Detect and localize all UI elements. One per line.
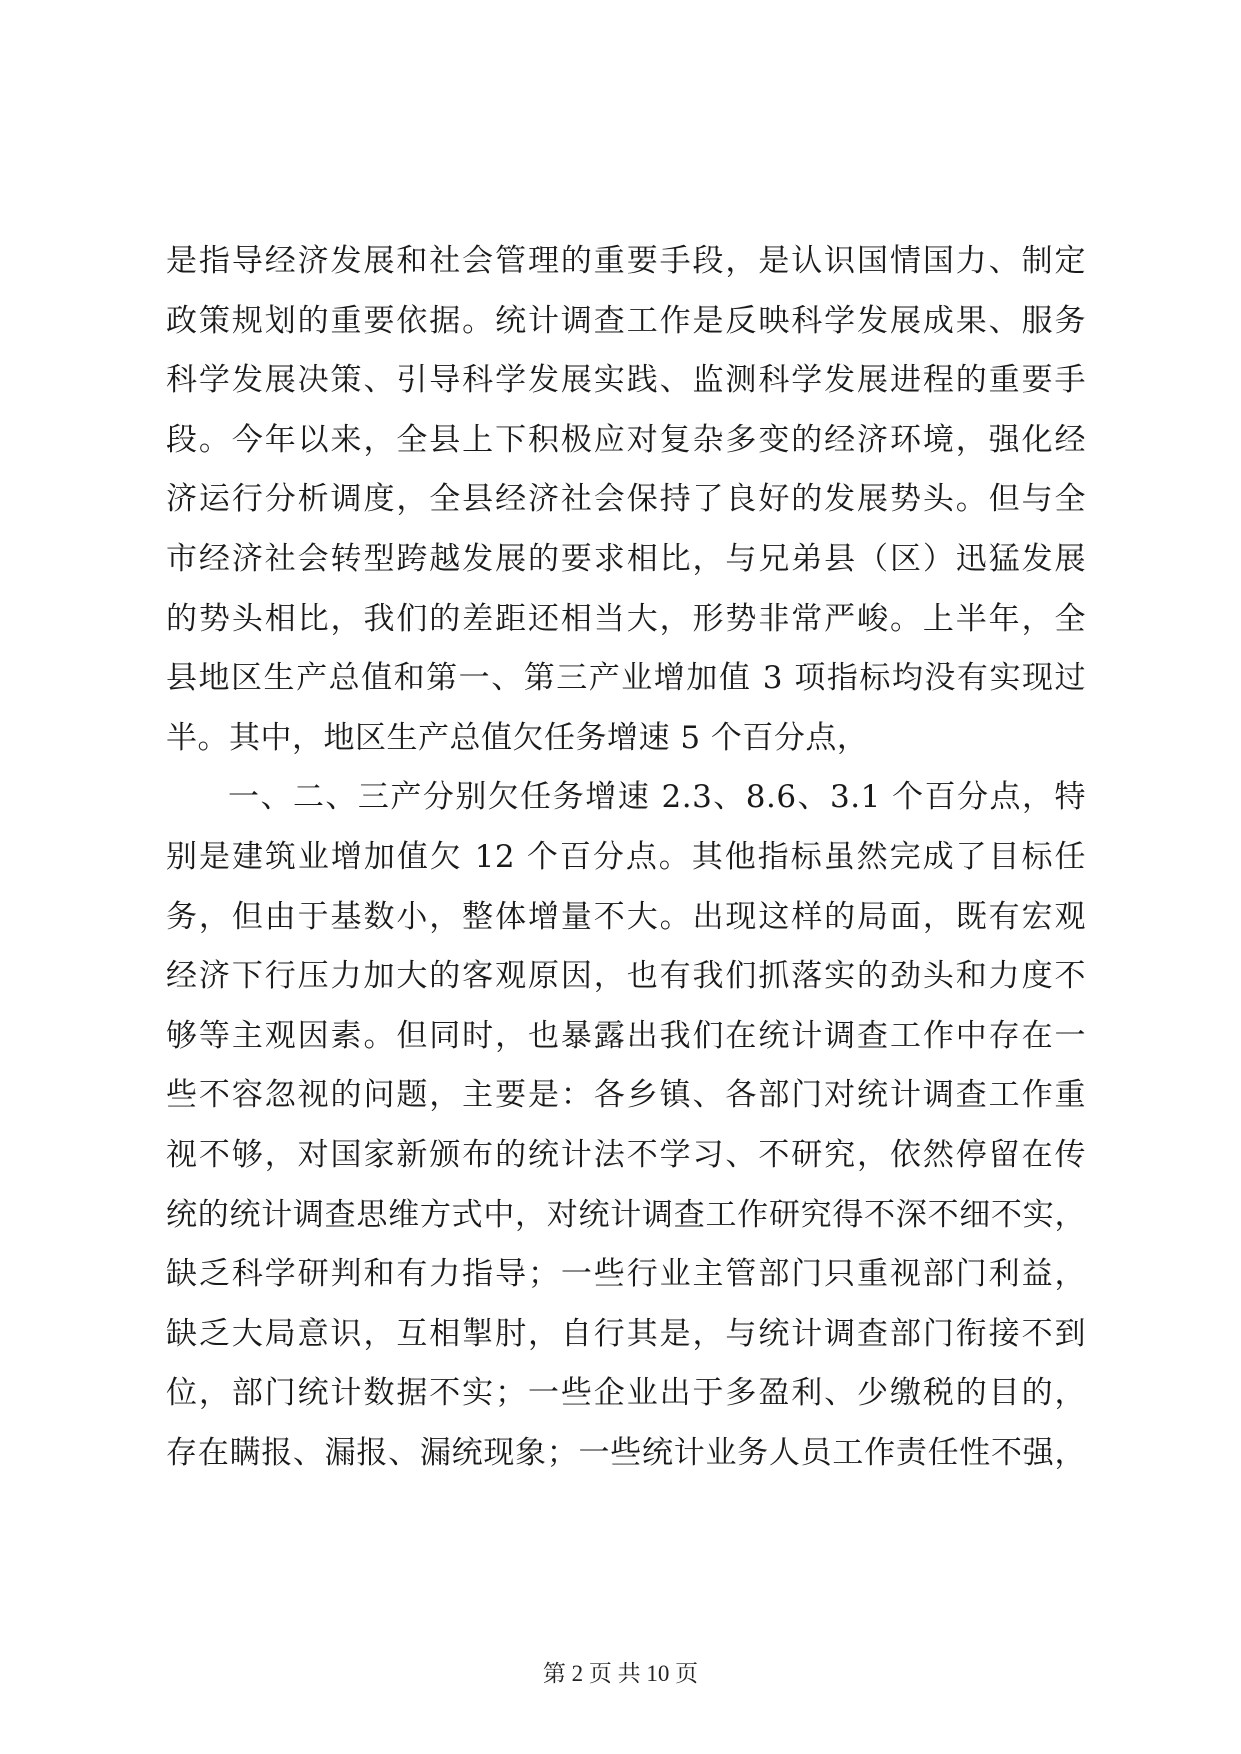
text-line: 够等主观因素。但同时，也暴露出我们在统计调查工作中存在一 <box>166 1017 1086 1054</box>
text-line: 的势头相比，我们的差距还相当大，形势非常严峻。上半年，全 <box>166 600 1086 637</box>
text-line: 别是建筑业增加值欠 12 个百分点。其他指标虽然完成了目标任 <box>166 838 1086 875</box>
text-line: 存在瞒报、漏报、漏统现象；一些统计业务人员工作责任性不强， <box>166 1434 1086 1471</box>
page-number-footer: 第 2 页 共 10 页 <box>542 1661 699 1686</box>
text-line: 半。其中，地区生产总值欠任务增速 5 个百分点， <box>166 719 869 756</box>
text-line: 段。今年以来，全县上下积极应对复杂多变的经济环境，强化经 <box>166 421 1086 458</box>
text-line-indented: 一、二、三产分别欠任务增速 2.3、8.6、3.1 个百分点，特 <box>228 779 1086 816</box>
document-body <box>166 232 1086 1483</box>
text-line: 经济下行压力加大的客观原因，也有我们抓落实的劲头和力度不 <box>166 958 1086 995</box>
text-line: 缺乏科学研判和有力指导；一些行业主管部门只重视部门利益， <box>166 1256 1086 1293</box>
text-line: 缺乏大局意识，互相掣肘，自行其是，与统计调查部门衔接不到 <box>166 1315 1086 1352</box>
text-line: 政策规划的重要依据。统计调查工作是反映科学发展成果、服务 <box>166 302 1086 339</box>
text-line: 视不够，对国家新颁布的统计法不学习、不研究，依然停留在传 <box>166 1136 1086 1173</box>
text-line: 县地区生产总值和第一、第三产业增加值 3 项指标均没有实现过 <box>166 660 1086 697</box>
text-line: 位，部门统计数据不实；一些企业出于多盈利、少缴税的目的， <box>166 1375 1086 1412</box>
text-line: 济运行分析调度，全县经济社会保持了良好的发展势头。但与全 <box>166 481 1086 518</box>
text-line: 是指导经济发展和社会管理的重要手段，是认识国情国力、制定 <box>166 243 1086 279</box>
text-line: 些不容忽视的问题，主要是：各乡镇、各部门对统计调查工作重 <box>166 1077 1086 1114</box>
text-line: 统的统计调查思维方式中，对统计调查工作研究得不深不细不实， <box>166 1196 1086 1233</box>
text-line: 市经济社会转型跨越发展的要求相比，与兄弟县（区）迅猛发展 <box>166 540 1086 577</box>
text-line: 科学发展决策、引导科学发展实践、监测科学发展进程的重要手 <box>166 362 1086 399</box>
text-line: 务，但由于基数小，整体增量不大。出现这样的局面，既有宏观 <box>166 898 1086 935</box>
